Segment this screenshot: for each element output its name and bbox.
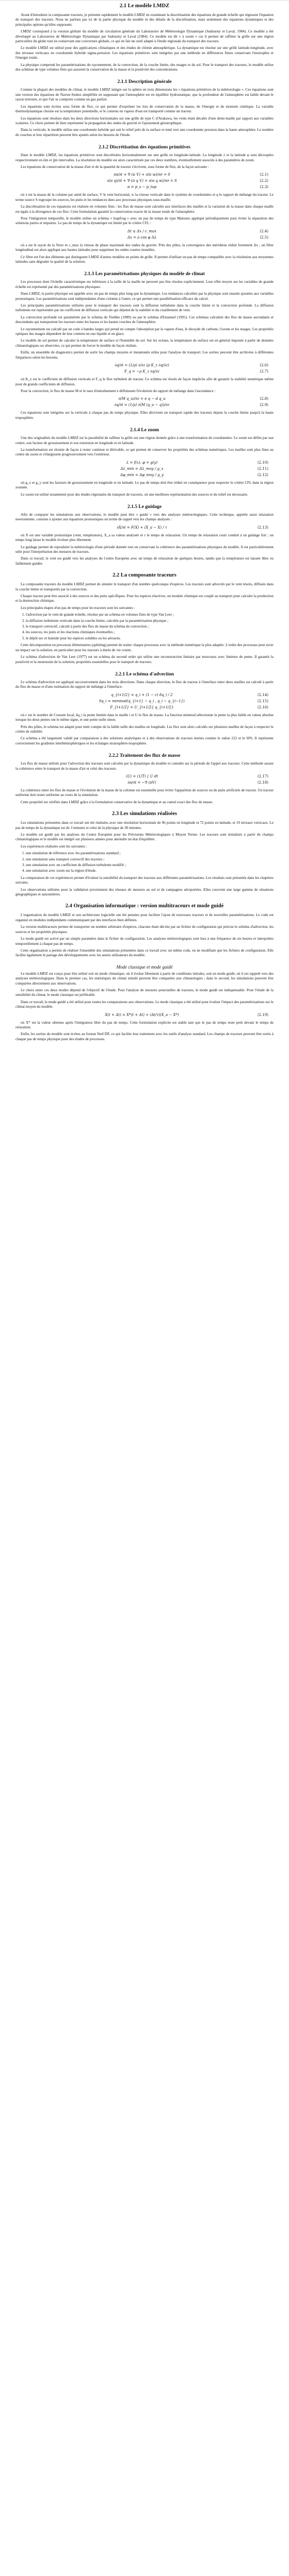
section: [15, 811, 274, 897]
paragraph: Les processus dont l'échelle caractéristique est inférieure à la taille de la maille ne peuvent pas être résolus explicitement. Leur effet moyen sur les variables de grande échelle est représenté par des paramétrisations physiques.: [15, 280, 274, 289]
equation-expression: ∂π/∂t + ∇·(π V) + ∂(π w)/∂σ = 0: [114, 173, 170, 177]
equation-number: (2.17): [257, 774, 268, 778]
paragraph: Le rayonnement est calculé par un code à bandes larges qui prend en compte l'absorption par la vapeur d'eau, le dioxyde de carbone, l'ozone et les nuages. Les propriétés optiques des nuages dépendent de leur contenu en eau liquide et en glace.: [15, 327, 274, 336]
paragraph: Le schéma d'advection de Van Leer (1977) est un schéma du second ordre qui utilise une reconstruction linéaire par morceaux avec limiteur de pente. Il garantit la positivité et la monotonie de la solution, propriétés essentielles pour le transport de traceurs.: [15, 655, 274, 664]
section-heading: 2.2 La composante traceurs: [113, 572, 176, 579]
equation-number: (2.8): [260, 397, 268, 401]
list-item: 1. une simulation de référence avec les paramétrisations standard ;: [26, 851, 274, 856]
list-item: 2. la diffusion turbulente verticale dans la couche limite, calculée par la paramétrisation physique ;: [26, 619, 274, 623]
equation: [15, 178, 274, 184]
section-heading: 2.3 Les simulations réalisées: [112, 811, 177, 817]
paragraph: Le modèle LMDZ est conçu pour être utilisé soit en mode climatique, où il évolue librement à partir de conditions initiales, soit en mode guidé, où il est rappelé vers des analyses météorologiques. Dans le premier cas, les statistiques du climat simulé peuvent être comparées aux climatologies ; dans le second, les simulations peuvent être comparées directement aux observations.: [15, 971, 274, 986]
paragraph: Les principales paramétrisations utilisées pour le transport des traceurs sont la diffusion turbulente dans la couche limite et la convection profonde. La diffusion turbulente est représentée par un coefficient de diffusion verticale qui dépend de la stabilité et du cisaillement de vent.: [15, 303, 274, 313]
paragraph: Ces équations sont intégrées sur la verticale à chaque pas de temps physique. Elles décrivent un transport rapide des traceurs depuis la couche limite jusqu'à la haute troposphère.: [15, 411, 274, 420]
paragraph: Pour l'intégration temporelle, le modèle utilise un schéma « leapfrog » avec un pas de temps de type Matsuno appliqué périodiquement pour éviter la séparation des solutions paires et impaires. Le pas de temps de la dynamique est limité par le critère CFL :: [15, 216, 274, 226]
equation: [15, 402, 274, 408]
section: [15, 753, 274, 805]
equation-block: [15, 692, 274, 710]
paragraph: Dans ce travail, le mode guidé a été utilisé pour toutes les comparaisons aux observations. Le mode classique a été utilisé pour évaluer l'impact des paramétrisations sur le climat moyen du modèle.: [15, 999, 274, 1009]
paragraph: La physique comprend les paramétrisations du rayonnement, de la convection, de la couche limite, des nuages et du sol. Pour le transport des traceurs, le modèle utilise des schémas de type volumes finis qui assurent la conservation de la masse et la positivité des concentrations.: [15, 62, 274, 72]
section-heading: 2.1 Le modèle LMDZ: [119, 3, 170, 9]
equation-expression: Δφ_min = Δφ_moy / g_y: [120, 472, 164, 477]
paragraph: Cette décomposition en processus élémentaires (splitting) permet de traiter chaque processus avec la méthode numérique la plus adaptée. L'ordre des processus peut avoir un impact sur la solution, en particulier pour les traceurs à durée de vie courte.: [15, 643, 274, 652]
equation: [15, 773, 274, 779]
paragraph: Chaque traceur peut être associé à des sources et des puits spécifiques. Pour les espèces réactives, un module chimique est couplé au transport pour calculer la production et la destruction chimique.: [15, 594, 274, 603]
paragraph: Le mode guidé est activé par un simple paramètre dans le fichier de configuration. Les analyses météorologiques sont lues à une fréquence de six heures et interpolées temporellement à chaque pas de temps.: [15, 937, 274, 946]
equation: [15, 1012, 274, 1018]
section: [15, 903, 274, 958]
equation-block: [15, 773, 274, 786]
section-heading: 2.1.5 Le guidage: [127, 504, 162, 510]
equation-expression: Δx = a cos φ Δλ: [127, 235, 157, 240]
paragraph: Près des pôles, le schéma est adapté pour tenir compte de la faible taille des mailles en longitude. Les flux sont alors calculés sur plusieurs mailles de façon à respecter le critère de stabilité.: [15, 724, 274, 734]
equation-expression: π = p_s − p_top: [127, 185, 157, 190]
paragraph: Le zoom est utilisé notamment pour des études régionales du transport de traceurs, où une meilleure représentation des sources et du relief est nécessaire.: [21, 492, 248, 497]
paragraph: où X est une variable pronostique (vent, température), X_a sa valeur analysée et τ le temps de relaxation. Un temps de relaxation court conduit à un guidage fort ; un temps long laisse le modèle évoluer plus librement.: [15, 533, 274, 543]
paragraph: Les flux de masse utilisés pour l'advection des traceurs sont calculés par la dynamique du modèle et cumulés sur la période de l'appel aux traceurs. Cette méthode assure la cohérence entre le transport de la masse d'air et celui des traceurs.: [15, 761, 274, 771]
paragraph: Les équations sont écrites sous forme de flux, ce qui permet d'exprimer les lois de conservation de la masse, de l'énergie et du moment cinétique. La variable thermodynamique choisie est la température potentielle, et le contenu en vapeur d'eau est transporté comme un traceur.: [15, 104, 274, 114]
document-content: [15, 1, 274, 1048]
section: [15, 964, 274, 1042]
paragraph: où K_z est le coefficient de diffusion verticale et F_q le flux turbulent de traceur. Ce schéma est résolu de façon implicite afin de garantir la stabilité numérique même pour de grands coefficients de diffusion.: [15, 377, 274, 386]
paragraph: Les équations de conservation de la masse d'air et de la quantité de traceur s'écrivent, sous forme de flux, de la façon suivante :: [21, 164, 209, 169]
equation-expression: ∂q/∂t = (1/ρ) ∂(M (q_u − q))/∂z: [114, 403, 170, 408]
equation-expression: λ = f(x), φ = g(y): [126, 460, 158, 465]
paragraph: Les équations sont résolues dans les deux directions horizontales sur une grille de type C d'Arakawa, les vents étant décalés d'une demi-maille par rapport aux variables scalaires. Ce choix permet de bien représenter la propagation des ondes de gravité et l'ajustement géostrophique.: [15, 116, 274, 125]
equation-block: [15, 172, 274, 190]
paragraph: Une des originalités du modèle LMDZ est la possibilité de raffiner la grille sur une région donnée grâce à une transformation de coordonnées. Le zoom est défini par son centre, son facteur de grossissement et son extension en longitude et en latitude.: [15, 436, 274, 445]
equation-block: [15, 396, 274, 408]
paragraph: Comme la plupart des modèles de climat, le modèle LMDZ intègre sur la sphère en trois dimensions les « équations primitives de la météorologie ». Ces équations sont une version des équations de Navier-Stokes simplifiée en supposant que l'atmosphère est en équilibre hydrostatique, que la profondeur de l'atmosphère est faible devant le rayon terrestre, et que l'air se comporte comme un gaz parfait.: [15, 88, 274, 102]
equation-expression: ∂X/∂t = F(X) + (X_a − X) / τ: [117, 525, 167, 530]
paragraph: La cohérence entre les flux de masse et l'évolution de la masse de la colonne est essentielle pour éviter l'apparition de sources ou de puits artificiels de traceur. Un traceur uniforme doit rester uniforme au cours de la simulation.: [15, 788, 274, 798]
paragraph: où c est le nombre de Courant local, δq_i la pente limitée dans la maille i et U le flux de masse. La fonction minmod sélectionne la pente la plus faible en valeur absolue lorsque les deux pentes ont le même signe, et une pente nulle sinon.: [15, 713, 274, 722]
list-intro: Les principales étapes d'un pas de temps pour les traceurs sont les suivantes :: [21, 605, 135, 610]
equation: [15, 362, 274, 368]
section: [15, 428, 274, 497]
section: [15, 672, 274, 746]
equation: [15, 524, 274, 531]
paragraph: Ce filtre est l'un des éléments qui distinguent LMDZ d'autres modèles en points de grille. Il permet d'utiliser un pas de temps compatible avec la résolution aux moyennes latitudes sans dégrader la qualité de la solution.: [15, 255, 274, 264]
paragraph: Enfin, les sorties du modèle sont écrites au format NetCDF, ce qui facilite leur traitement avec les outils d'analyse standard. Les champs de traceurs peuvent être sortis à chaque pas de temps physique pour des études de processus.: [15, 1032, 274, 1041]
equation-expression: q_{i+1/2} = q_i + (1 − c) δq_i / 2: [111, 692, 173, 697]
paragraph: Dans le modèle LMDZ, les équations primitives sont discrétisées horizontalement sur une grille en longitude-latitude. La longitude λ et la latitude φ sont découpées respectivement en iim et jjm intervalles. La résolution du modèle est alors caractérisée par ces deux nombres, éventuellement associés à des paramètres de zoom.: [15, 153, 274, 162]
equation-block: [15, 228, 274, 241]
paragraph: LMDZ correspond à la version globale du modèle de circulation générale du Laboratoire de Météorologie Dynamique (Sadourny et Laval, 1984). Ce modèle a été développé au Laboratoire de Météorologie Dynamique par Sadourny et Laval (1984). Ce modèle est dit « à zoom » car il permet de raffiner la grille sur une région particulière du globe tout en conservant une couverture globale, ce qui en fait un outil adapté à l'étude régionale du transport des traceurs.: [15, 29, 274, 44]
paragraph: Cette propriété est vérifiée dans LMDZ grâce à la formulation conservative de la dynamique et au cumul exact des flux de masse.: [21, 800, 213, 804]
equation-number: (2.18): [257, 780, 268, 785]
equation: [15, 228, 274, 234]
paragraph: Enfin, un ensemble de diagnostics permet de sortir les champs moyens et instantanés utiles pour l'analyse du transport. Les sorties peuvent être archivées à différentes fréquences selon les besoins.: [15, 350, 274, 360]
paragraph: Le schéma d'advection est appliqué successivement dans les trois directions. Dans chaque direction, le flux de traceur à l'interface entre deux mailles est calculé à partir du flux de masse et d'une estimation du rapport de mélange à l'interface.: [15, 680, 274, 689]
paragraph: La composante traceurs du modèle LMDZ permet de simuler le transport d'un nombre quelconque d'espèces. Les traceurs sont advectés par le vent résolu, diffusés dans la couche limite et transportés par la convection.: [15, 582, 274, 591]
equation-number: (2.14): [257, 692, 268, 697]
equation-number: (2.10): [257, 460, 268, 465]
paragraph: Avant d'introduire la composante traceurs, je présente rapidement le modèle LMDZ en examinant la discrétisation des équations de grande échelle qui régissent l'équation de transport des traceurs. Nous ne parlons pas ici de la partie physique du modèle ni des détails de la discrétisation, mais seulement des équations dynamiques et des principales options qu'elles supposent.: [15, 13, 274, 27]
equation-block: [15, 524, 274, 531]
paragraph: Pour la convection, le flux de masse M et le taux d'entraînement e définissent l'évolution du rapport de mélange dans l'ascendance :: [21, 388, 216, 393]
paragraph: La comparaison de ces expériences permet d'évaluer la sensibilité du transport des traceurs aux différentes paramétrisations. Les résultats sont présentés dans les chapitres suivants.: [15, 875, 274, 885]
equation: [15, 184, 274, 190]
section-heading: 2.1.4 Le zoom: [130, 428, 159, 433]
paragraph: La discrétisation de ces équations est réalisée en volumes finis : les flux de masse sont calculés aux interfaces des mailles et la variation de la masse dans chaque maille est égale à la divergence de ces flux. Cette formulation garantit la conservation exacte de la masse totale de l'atmosphère.: [15, 205, 274, 214]
list-item: 4. les sources, les puits et les réactions chimiques éventuelles ;: [26, 630, 274, 635]
paragraph: Le modèle est guidé par les analyses du Centre Européen pour les Prévisions Météorologiques à Moyen Terme. Les traceurs sont initialisés à partir de champs climatologiques et le modèle est intégré sur plusieurs années pour atteindre un état d'équilibre.: [15, 833, 274, 842]
section: [15, 145, 274, 264]
list-intro: Les expériences réalisées sont les suivantes :: [21, 844, 87, 849]
equation-number: (2.1): [260, 173, 268, 177]
paragraph: où X* est la valeur obtenue après l'intégration libre du pas de temps. Cette formulation explicite est stable tant que le pas de temps reste petit devant le temps de relaxation.: [15, 1020, 274, 1029]
paragraph: Ce schéma a été largement validé par comparaison à des solutions analytiques et à des observations de traceurs inertes comme le radon 222 et le SF6. Il représente correctement les gradients interhémisphériques et les échanges stratosphère-troposphère.: [15, 736, 274, 745]
section-heading: 2.1.1 Description générale: [117, 79, 172, 85]
equation-number: (2.12): [257, 472, 268, 477]
equation-block: [15, 1012, 274, 1018]
equation-expression: ∂π/∂t = −∇·⟨πV⟩: [127, 780, 156, 785]
section-heading: 2.1.3 Les paramétrisations physiques du modèle de climat: [84, 272, 205, 277]
paragraph: où π est la masse de la colonne par unité de surface, V le vent horizontal, w la vitesse verticale dans le système de coordonnées et q le rapport de mélange du traceur. Le terme source S regroupe les sources, les puits et les tendances dues aux processus physiques sous-maille.: [15, 193, 274, 202]
section: [15, 79, 274, 138]
section-heading: 2.1.2 Discrétisation des équations primitives: [99, 145, 190, 150]
paragraph: Dans LMDZ, la partie physique est appelée avec un pas de temps plus long que la dynamique. Les tendances calculées par la physique sont ensuite ajoutées aux variables pronostiques. Les paramétrisations sont indépendantes d'une colonne à l'autre, ce qui permet une parallélisation efficace du calcul.: [15, 292, 274, 301]
equation-number: (2.6): [260, 363, 268, 368]
list-item: 5. le dépôt sec et humide pour les espèces solubles ou les aérosols.: [26, 636, 274, 641]
equation-block: [15, 362, 274, 375]
equation-number: (2.13): [257, 525, 268, 530]
section: [15, 272, 274, 420]
equation-number: (2.4): [260, 229, 268, 233]
equation-expression: δq_i = minmod(q_{i+1} − q_i , q_i − q_{i−1}): [99, 699, 185, 703]
equation-expression: ∂q/∂t = (1/ρ) ∂/∂z (ρ K_z ∂q/∂z): [115, 363, 169, 368]
section: [15, 3, 274, 72]
equation: [15, 692, 274, 698]
equation-number: (2.9): [260, 403, 268, 408]
equation-expression: Δλ_min = Δλ_moy / g_x: [120, 466, 164, 471]
equation-expression: Δt ≤ Δx / c_max: [127, 229, 157, 233]
paragraph: où g_x et g_y sont les facteurs de grossissement en longitude et en latitude. Le pas de temps doit être réduit en conséquence pour respecter le critère CFL dans la région zoomée.: [15, 480, 274, 490]
equation-block: [15, 460, 274, 478]
paragraph: Les observations utilisées pour la validation proviennent des réseaux de mesures au sol et de campagnes aéroportées. Elles couvrent une large gamme de situations géographiques et saisonnières.: [15, 887, 274, 897]
section-heading: 2.2.2 Traitement des flux de masse: [108, 753, 181, 759]
paragraph: La version multitraceurs permet de transporter un nombre arbitraire d'espèces, chacune étant décrite par un fichier de configuration qui précise le schéma d'advection, les sources et les propriétés physiques.: [15, 925, 274, 934]
paragraph: La convection profonde est paramétrée par le schéma de Tiedtke (1989) ou par le schéma d'Emanuel (1991). Ces schémas calculent des flux de masse ascendants et descendants qui transportent les traceurs entre les basses et les hautes couches de l'atmosphère.: [15, 315, 274, 325]
paragraph: Le modèle LMDZ est utilisé pour des applications climatiques et des études de chimie atmosphérique. La dynamique est résolue sur une grille latitude-longitude, avec des niveaux verticaux en coordonnée hybride sigma-pression. Les équations primitives sont intégrées par une méthode en différences finies conservant l'enstrophie et l'énergie totale.: [15, 46, 274, 60]
section-heading: 2.4 Organisation informatique : version multitraceurs et mode guidé: [65, 903, 224, 909]
equation-number: (2.19): [257, 1012, 268, 1017]
list-item: 3. une simulation avec un coefficient de diffusion turbulente modifié ;: [26, 863, 274, 868]
paragraph: Le guidage permet de reproduire la météorologie d'une période donnée tout en conservant la cohérence des paramétrisations physiques du modèle. Il est particulièrement utile pour l'interprétation des mesures de traceurs.: [15, 545, 274, 554]
paragraph: Le choix entre ces deux modes dépend de l'objectif de l'étude. Pour l'analyse de mesures ponctuelles de traceurs, le mode guidé est indispensable. Pour l'étude de la sensibilité du climat, le mode classique est préférable.: [15, 988, 274, 997]
list-item: 4. une simulation avec zoom sur la région d'étude.: [26, 869, 274, 873]
equation: [15, 396, 274, 402]
equation-number: (2.16): [257, 705, 268, 709]
equation: [15, 698, 274, 704]
equation: [15, 234, 274, 241]
equation: [15, 704, 274, 710]
equation: [15, 472, 274, 478]
section-heading: 2.2.1 Le schéma d'advection: [115, 671, 174, 677]
equation-expression: ∂(π q)/∂t + ∇·(π q V) + ∂(π q w)/∂σ = S: [107, 179, 177, 183]
equation-expression: F_q = −ρ K_z ∂q/∂z: [124, 369, 159, 374]
equation-expression: F_{i+1/2} = U_{i+1/2} q_{i+1/2}: [110, 705, 174, 709]
paragraph: La transformation est choisie de façon à rester continue et dérivable, ce qui permet de conserver les propriétés des schémas numériques. Les mailles sont plus fines au centre du zoom et s'élargissent progressivement vers l'extérieur.: [15, 447, 274, 457]
equation-number: (2.2): [260, 179, 268, 183]
equation: [15, 779, 274, 786]
section-heading: Mode classique et mode guidé: [116, 964, 173, 970]
paragraph: Dans la verticale, le modèle utilise une coordonnée hybride qui suit le relief près de la surface et tend vers une coordonnée pression dans la haute atmosphère. Le nombre de couches et leur répartition peuvent être ajustés selon les besoins de l'étude.: [15, 128, 274, 137]
paragraph: Afin de comparer les simulations aux observations, le modèle peut être « guidé » vers des analyses météorologiques. Cette technique, appelée aussi relaxation newtonienne, consiste à ajouter aux équations pronostiques un terme de rappel vers les champs analysés :: [15, 512, 274, 522]
numbered-list: [15, 851, 274, 874]
equation-number: (2.3): [260, 185, 268, 190]
equation-number: (2.7): [260, 369, 268, 374]
paragraph: L'organisation du modèle LMDZ et son architecture logicielle ont été pensées pour faciliter l'ajout de nouveaux traceurs et de nouvelles paramétrisations. Le code est organisé en modules indépendants communiquant par des interfaces bien définies.: [15, 913, 274, 922]
paragraph: où a est le rayon de la Terre et c_max la vitesse de phase maximale des ondes de gravité. Près des pôles, la convergence des méridiens réduit fortement Δx ; un filtre longitudinal est alors appliqué aux hautes latitudes pour supprimer les ondes courtes instables.: [15, 243, 274, 252]
equation: [15, 172, 274, 178]
paragraph: Le modèle de sol permet de calculer la température de surface et l'humidité du sol. Sur les océans, la température de surface est en général imposée à partir de données climatologiques ou observées, ce qui permet de forcer le modèle de façon réaliste.: [15, 338, 274, 348]
list-item: 2. une simulation sans transport convectif des traceurs ;: [26, 857, 274, 862]
paragraph: Cette organisation a permis de réaliser l'ensemble des simulations présentées dans ce travail avec un même code, en ne modifiant que les fichiers de configuration. Elle facilite également le partage des développements avec les autres utilisateurs du modèle.: [15, 948, 274, 958]
section: [15, 504, 274, 566]
equation-number: (2.15): [257, 699, 268, 703]
equation: [15, 466, 274, 472]
equation-expression: ⟨U⟩ = (1/T) ∫ U dt: [125, 774, 158, 778]
equation: [15, 368, 274, 375]
section: [15, 572, 274, 665]
paragraph: Les simulations présentées dans ce travail ont été réalisées avec une résolution horizontale de 96 points en longitude et 72 points en latitude, et 19 niveaux verticaux. Le pas de temps de la dynamique est de 3 minutes et celui de la physique de 30 minutes.: [15, 821, 274, 830]
equation-number: (2.5): [260, 235, 268, 240]
equation-number: (2.11): [257, 466, 268, 471]
equation: [15, 460, 274, 466]
paragraph: Dans ce travail, le vent est guidé vers les analyses du Centre Européen avec un temps de relaxation de quelques heures, tandis que la température est laissée libre ou faiblement guidée.: [15, 556, 274, 566]
list-item: 1. l'advection par le vent de grande échelle, résolue par un schéma en volumes finis de type Van Leer ;: [26, 613, 274, 617]
equation-expression: X(t + Δt) = X*(t + Δt) + (Δt/τ)(X_a − X*): [105, 1012, 179, 1017]
equation-expression: ∂(M q_u)/∂z = e q − d q_u: [118, 397, 166, 401]
numbered-list: [15, 613, 274, 641]
list-item: 3. le transport convectif, calculé à partir des flux de masse du schéma de convection ;: [26, 624, 274, 629]
